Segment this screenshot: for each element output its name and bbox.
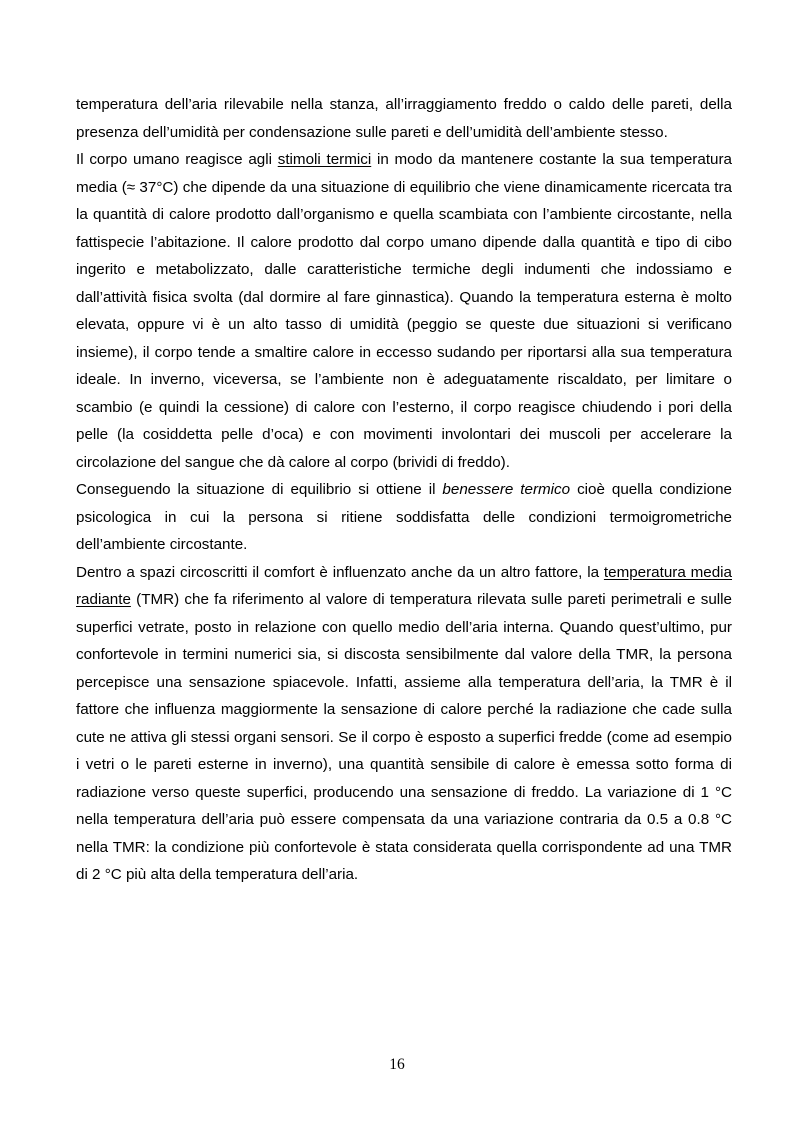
body-text [76, 91, 732, 889]
text-run: cioè quella condizione psicologica in cui la persona si ritiene soddisfatta delle condizioni termoigrometriche dell’ambiente circostante. [76, 481, 733, 553]
text-run: Dentro a spazi circoscritti il comfort è influenzato anche da un altro fattore, la [76, 563, 604, 581]
underlined-term-stimoli-termici: stimoli termici [277, 151, 372, 168]
underlined-term-temperatura-media-radiante: temperatura media radiante [76, 563, 733, 608]
text-run: Conseguendo la situazione di equilibrio si ottiene il [76, 481, 443, 498]
paragraph-2 [76, 146, 732, 476]
text-run: Il corpo umano reagisce agli [76, 151, 278, 168]
italic-term-benessere-termico: benessere termico [442, 481, 571, 498]
text-run: temperatura dell’aria rilevabile nella stanza, all’irraggiamento freddo o caldo delle pareti, della presenza dell’umidità per condensazione sulle pareti e dell’umidità dell’ambiente stesso. [76, 96, 732, 141]
text-run: in modo da mantenere costante la sua temperatura media (≈ 37°C) che dipende da una situazione di equilibrio che viene dinamicamente ricercata tra la quantità di calore prodotto dall’organismo e quella scambiata con l’ambiente circostante, nella fattispecie l’abitazione. Il calore prodotto dal corpo umano dipende dalla quantità e tipo di cibo ingerito e metabolizzato, dalle caratteristiche termiche degli indumenti che indossiamo e dall’attività fisica svolta (dal dormire al fare ginnastica). Quando la temperatura esterna è molto elevata, oppure vi è un alto tasso di umidità (peggio se queste due situazioni si verificano insieme), il corpo tende a smaltire calore in eccesso sudando per riportarsi alla sua temperatura ideale. In inverno, viceversa, se l’ambiente non è adeguatamente riscaldato, per limitare o scambio (e quindi la cessione) di calore con l’esterno, il corpo reagisce chiudendo i pori della pelle (la cosiddetta pelle d’oca) e con movimenti involontari dei muscoli per accelerare la circolazione del sangue che dà calore al corpo (brividi di freddo). [76, 151, 732, 471]
page-number: 16 [389, 1056, 405, 1073]
paragraph-3 [76, 476, 732, 559]
text-run: (TMR) che fa riferimento al valore di temperatura rilevata sulle pareti perimetrali e sulle superfici vetrate, posto in relazione con quello medio dell’aria interna. Quando quest’ultimo, pur confortevole in termini numerici sia, si discosta sensibilmente dal valore della TMR, la persona percepisce una sensazione spiacevole. Infatti, assieme alla temperatura dell’aria, la TMR è il fattore che influenza maggiormente la sensazione di calore perché la radiazione che cade sulla cute ne attiva gli stessi organi sensori. Se il corpo è esposto a superfici fredde (come ad esempio i vetri o le pareti esterne in inverno), una quantità sensibile di calore è emessa sotto forma di radiazione verso queste superfici, producendo una sensazione di freddo. La variazione di 1 °C nella temperatura dell’aria può essere compensata da una variazione contraria da 0.5 a 0.8 °C nella TMR: la condizione più confortevole è stata considerata quella corrispondente ad una TMR di 2 °C più alta della temperatura dell’aria. [76, 591, 732, 883]
paragraph-1 [76, 91, 732, 146]
paragraph-4 [76, 559, 732, 889]
